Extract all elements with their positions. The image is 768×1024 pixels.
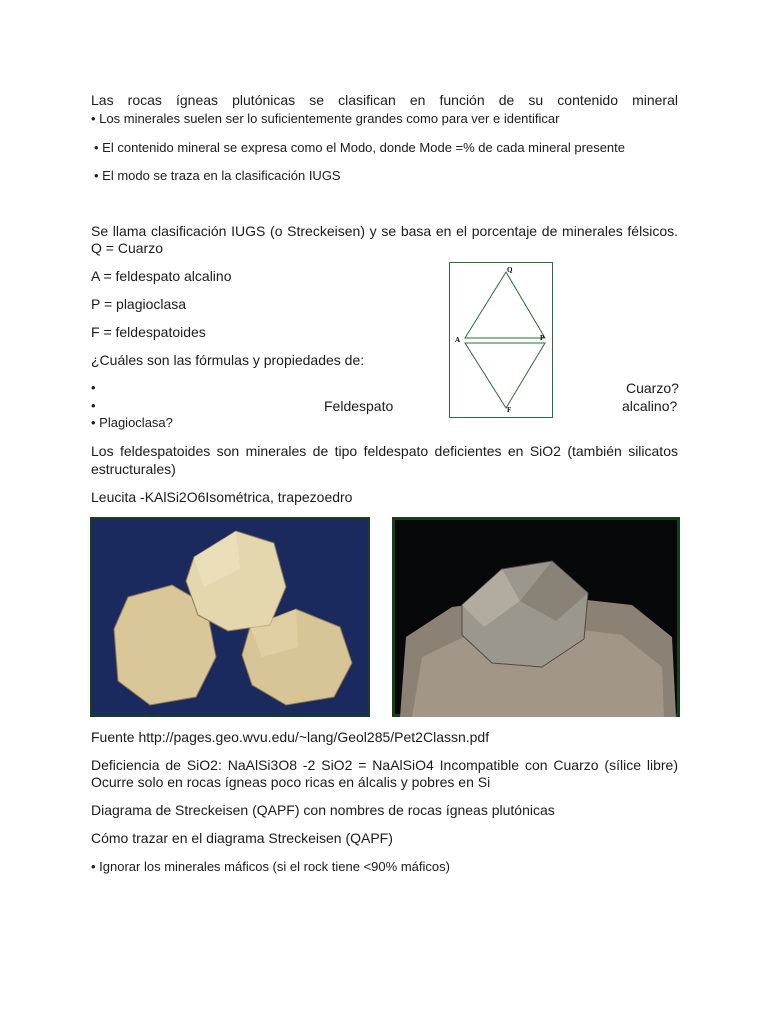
list-plagioclase: • Plagioclasa? xyxy=(91,415,173,430)
def-f: F = feldespatoides xyxy=(91,324,206,340)
qapf-diagram xyxy=(449,262,553,418)
how-to-line: Cómo trazar en el diagrama Streckeisen (QAPF) xyxy=(91,830,393,846)
def-a: A = feldespato alcalino xyxy=(91,268,232,284)
intro-bullet-3: • El modo se traza en la clasificación IUGS xyxy=(94,168,341,183)
label-a: A xyxy=(455,336,461,344)
def-q: Q = Cuarzo xyxy=(91,240,163,256)
leucite-line: Leucita -KAlSi2O6Isométrica, trapezoedro xyxy=(91,489,353,505)
list-bullet-1: • xyxy=(91,380,96,395)
deficiency-line-1: Deficiencia de SiO2: NaAlSi3O8 -2 SiO2 = NaAlSiO4 Incompatible con Cuarzo (sílice libre) xyxy=(91,757,678,773)
deficiency-line-2: Ocurre solo en rocas ígneas poco ricas en álcalis y pobres en Si xyxy=(91,774,491,790)
list-alkaline: alcalino? xyxy=(622,398,678,414)
intro-bullet-2: • El contenido mineral se expresa como el Modo, donde Mode =% de cada mineral presente xyxy=(94,140,625,155)
def-p: P = plagioclasa xyxy=(91,296,187,312)
label-f: F xyxy=(507,406,512,414)
list-feldspar: Feldespato xyxy=(324,398,394,414)
question: ¿Cuáles son las fórmulas y propiedades de: xyxy=(91,352,365,368)
leucite-matrix-photo xyxy=(392,517,680,717)
label-p: P xyxy=(540,334,545,342)
diagram-frame xyxy=(450,263,553,418)
iugs-intro: Se llama clasificación IUGS (o Streckeisen) y se basa en el porcentaje de minerales félsicos. xyxy=(91,223,678,239)
intro-bullet-1: • Los minerales suelen ser lo suficientemente grandes como para ver e identificar xyxy=(91,111,560,126)
list-bullet-2: • xyxy=(91,398,96,413)
label-q: Q xyxy=(507,266,513,274)
feldspathoids-text: Los feldespatoides son minerales de tipo feldespato deficientes en SiO2 (también silicatos estructurales) xyxy=(91,443,678,477)
source-line: Fuente http://pages.geo.wvu.edu/~lang/Geol285/Pet2Classn.pdf xyxy=(91,729,490,745)
list-quartz: Cuarzo? xyxy=(626,380,679,396)
leucite-crystals-photo xyxy=(90,517,370,717)
ignore-bullet: • Ignorar los minerales máficos (si el rock tiene <90% máficos) xyxy=(91,859,450,874)
intro-heading: Las rocas ígneas plutónicas se clasifican en función de su contenido mineral xyxy=(91,92,678,108)
diagram-title: Diagrama de Streckeisen (QAPF) con nombres de rocas ígneas plutónicas xyxy=(91,802,555,818)
